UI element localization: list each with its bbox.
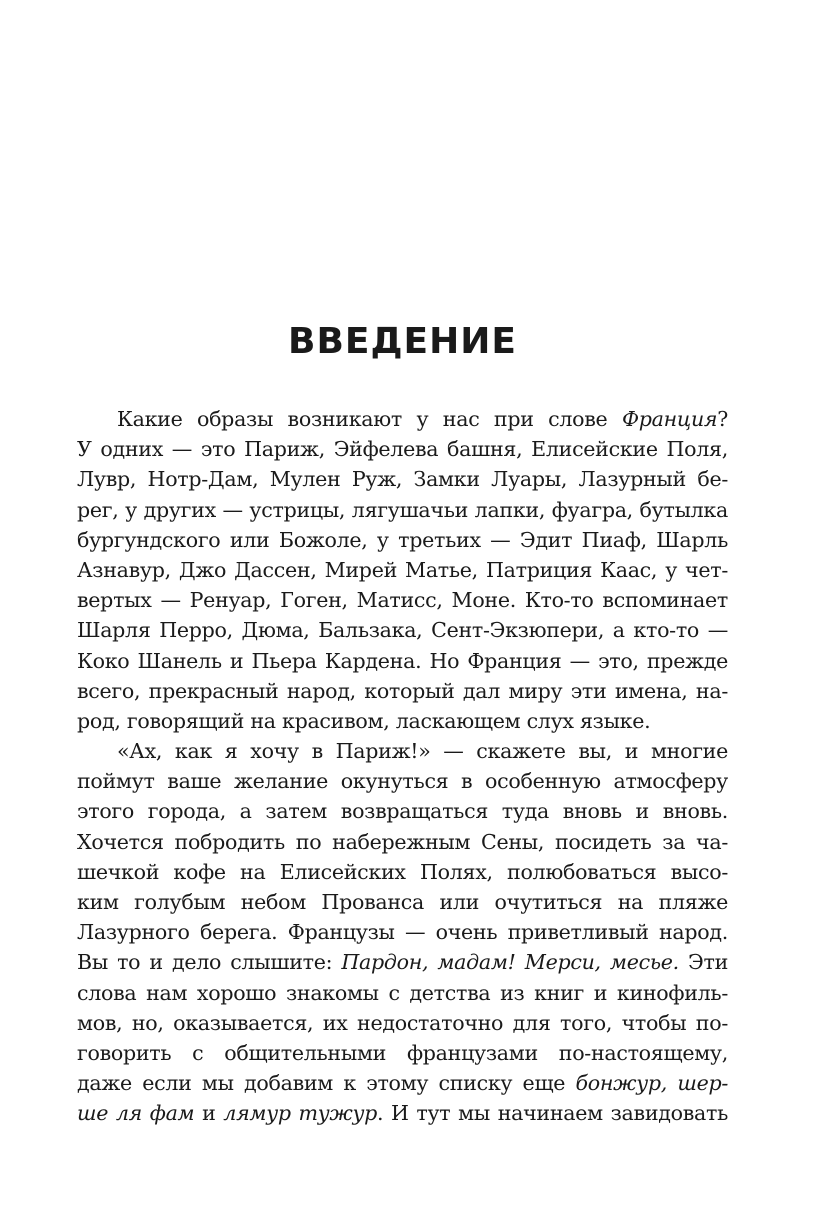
text-run: Лазурного берега. Французы — очень приветливый народ.: [77, 920, 728, 945]
italic-text: Пардон, мадам! Мерси, месье.: [341, 950, 679, 975]
text-run: Какие образы возникают у нас при слове: [117, 407, 622, 431]
text-line: [77, 947, 728, 977]
text-line: [77, 464, 728, 494]
italic-text: бонжур, шер-: [575, 1071, 728, 1096]
text-run: ?: [717, 407, 728, 431]
text-line: [77, 1008, 728, 1038]
text-run: всего, прекрасный народ, который дал миру эти имена, на-: [77, 678, 728, 703]
text-line: [77, 646, 728, 676]
text-run: «Ах, как я хочу в Париж!» — скажете вы, и многие: [117, 739, 728, 764]
italic-text: ше ля фам: [77, 1101, 195, 1126]
text-run: и: [194, 1101, 224, 1126]
text-line: [77, 736, 728, 766]
italic-text: Франция: [621, 407, 718, 431]
text-line: [77, 615, 728, 645]
text-run: этого города, а затем возвращаться туда вновь и вновь.: [77, 799, 728, 824]
text-run: Шарля Перро, Дюма, Бальзака, Сент-Экзюпери, а кто-то —: [77, 618, 728, 643]
text-run: вертых — Ренуар, Гоген, Матисс, Моне. Кто-то вспоминает: [77, 588, 728, 613]
text-line: [77, 676, 728, 706]
text-run: род, говорящий на красивом, ласкающем слух языке.: [77, 708, 651, 733]
text-line: [77, 766, 728, 796]
text-run: Коко Шанель и Пьера Кардена. Но Франция — это, прежде: [77, 648, 728, 673]
text-line: [77, 857, 728, 887]
text-line: [77, 706, 728, 736]
text-line: [77, 585, 728, 615]
text-line: [77, 917, 728, 947]
text-run: поймут ваше желание окунуться в особенную атмосферу: [77, 769, 728, 794]
text-run: У одних — это Париж, Эйфелева башня, Елисейские Поля,: [77, 437, 728, 462]
text-run: Азнавур, Джо Дассен, Мирей Матье, Патриция Каас, у чет-: [77, 557, 728, 582]
italic-text: лямур тужур: [223, 1101, 377, 1126]
text-line: [77, 495, 728, 525]
text-line: [77, 827, 728, 857]
body-text: [77, 404, 728, 1129]
text-line: [77, 887, 728, 917]
text-line: [77, 796, 728, 826]
text-line: [77, 555, 728, 585]
text-line: [77, 404, 728, 434]
text-run: шечкой кофе на Елисейских Полях, полюбоваться высо-: [77, 859, 728, 884]
text-run: мов, но, оказывается, их недостаточно для того, чтобы по-: [77, 1010, 728, 1035]
text-line: [77, 978, 728, 1008]
text-line: [77, 1038, 728, 1068]
text-run: рег, у других — устрицы, лягушачьи лапки, фуагра, бутылка: [77, 497, 728, 522]
text-line: [77, 1098, 728, 1128]
text-run: бургундского или Божоле, у третьих — Эдит Пиаф, Шарль: [77, 527, 728, 552]
text-run: Лувр, Нотр-Дам, Мулен Руж, Замки Луары, Лазурный бе-: [77, 467, 728, 492]
text-run: . И тут мы начинаем завидовать: [376, 1101, 728, 1126]
text-run: говорить с общительными французами по-настоящему,: [77, 1040, 728, 1065]
text-run: Хочется побродить по набережным Сены, посидеть за ча-: [77, 829, 728, 854]
text-line: [77, 434, 728, 464]
text-run: слова нам хорошо знакомы с детства из книг и кинофиль-: [77, 980, 728, 1005]
text-run: Вы то и дело слышите:: [77, 950, 342, 975]
text-run: ким голубым небом Прованса или очутиться на пляже: [77, 890, 728, 914]
text-run: даже если мы добавим к этому списку еще: [77, 1071, 576, 1096]
text-line: [77, 1068, 728, 1098]
text-line: [77, 525, 728, 555]
chapter-title: ВВЕДЕНИЕ: [288, 321, 517, 362]
text-run: Эти: [678, 950, 728, 975]
